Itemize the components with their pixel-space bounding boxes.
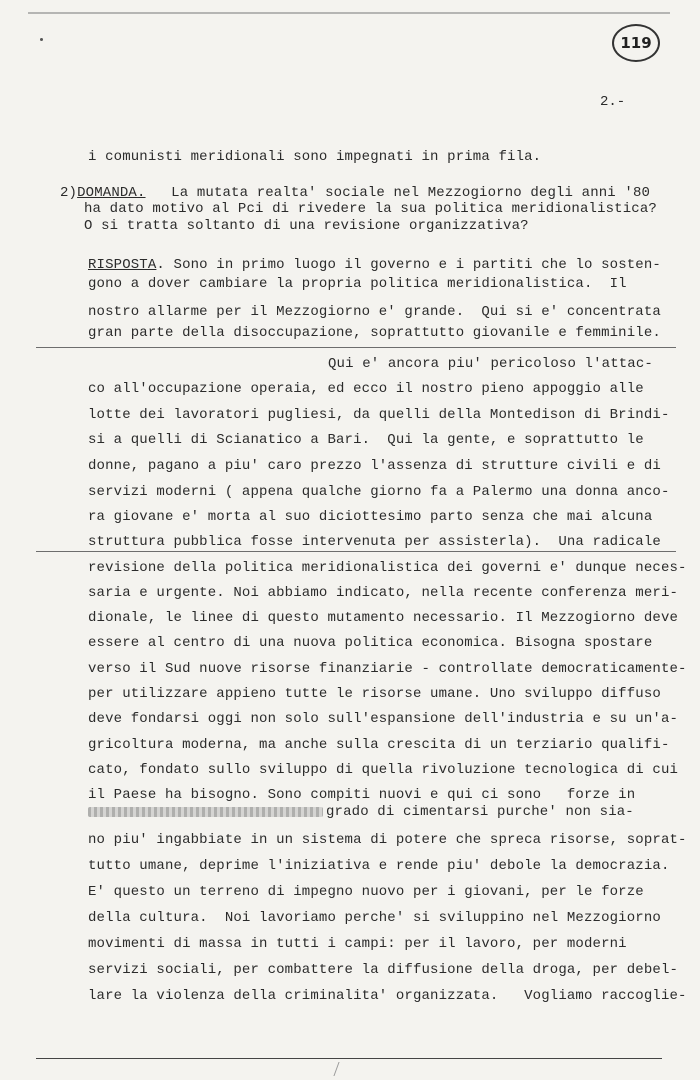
body-line-34: lare la violenza della criminalita' organizzata. Vogliamo raccoglie- xyxy=(88,988,687,1004)
answer-line-4: gran parte della disoccupazione, soprattutto giovanile e femminile. xyxy=(88,325,661,341)
body-line-14: servizi moderni ( appena qualche giorno fa a Palermo una donna anco- xyxy=(88,484,670,500)
body-line-26: il Paese ha bisogno. Sono compiti nuovi e qui ci sono forze in xyxy=(88,787,636,803)
body-line-27: grado di cimentarsi purche' non sia- xyxy=(326,804,634,820)
body-line-32: movimenti di massa in tutti i campi: per il lavoro, per moderni xyxy=(88,936,627,952)
body-line-13: donne, pagano a piu' caro prezzo l'assenza di strutture civili e di xyxy=(88,458,661,474)
answer-label: RISPOSTA xyxy=(88,257,157,273)
body-line-23: deve fondarsi oggi non solo sull'espansione dell'industria e su un'a- xyxy=(88,711,679,727)
page-stamp: 119 xyxy=(612,24,660,62)
body-line-18: saria e urgente. Noi abbiamo indicato, nella recente conferenza meri- xyxy=(88,585,679,601)
body-line-30: E' questo un terreno di impegno nuovo per i giovani, per le forze xyxy=(88,884,644,900)
pencil-mark xyxy=(333,1062,349,1076)
body-line-20: essere al centro di una nuova politica economica. Bisogna spostare xyxy=(88,635,653,651)
paste-seam-top xyxy=(36,347,676,348)
scan-top-edge xyxy=(28,0,670,14)
body-line-12: si a quelli di Scianatico a Bari. Qui la gente, e soprattutto le xyxy=(88,432,644,448)
body-line-33: servizi sociali, per combattere la diffusione della droga, per debel- xyxy=(88,962,679,978)
smudged-text xyxy=(88,807,323,817)
body-line-17: revisione della politica meridionalistica dei governi e' dunque neces- xyxy=(88,560,687,576)
body-line-22: per utilizzare appieno tutte le risorse umane. Uno sviluppo diffuso xyxy=(88,686,661,702)
body-line-24: gricoltura moderna, ma anche sulla crescita di un terziario qualifi- xyxy=(88,737,670,753)
body-line-10: co all'occupazione operaia, ed ecco il nostro pieno appoggio alle xyxy=(88,381,644,397)
question-text: La mutata realta' sociale nel Mezzogiorno degli anni '80 xyxy=(145,185,651,201)
body-line-1: i comunisti meridionali sono impegnati in prima fila. xyxy=(88,149,542,165)
body-line-19: dionale, le linee di questo mutamento necessario. Il Mezzogiorno deve xyxy=(88,610,679,626)
question-label: DOMANDA. xyxy=(77,185,146,201)
answer-line-2: gono a dover cambiare la propria politica meridionalistica. Il xyxy=(88,276,627,292)
body-line-21: verso il Sud nuove risorse finanziarie - controllate democraticamente- xyxy=(88,661,687,677)
answer-line-3: nostro allarme per il Mezzogiorno e' grande. Qui si e' concentrata xyxy=(88,304,661,320)
scan-bottom-edge xyxy=(36,1058,662,1059)
body-line-16: struttura pubblica fosse intervenuta per assisterla). Una radicale xyxy=(88,534,661,550)
paste-seam-bottom xyxy=(36,551,676,552)
body-line-28: no piu' ingabbiate in un sistema di potere che spreca risorse, soprat- xyxy=(88,832,687,848)
body-line-11: lotte dei lavoratori pugliesi, da quelli della Montedison di Brindi- xyxy=(88,407,670,423)
body-line-31: della cultura. Noi lavoriamo perche' si sviluppino nel Mezzogiorno xyxy=(88,910,661,926)
question-line-2: ha dato motivo al Pci di rivedere la sua politica meridionalistica? xyxy=(84,201,657,217)
question-line-3: O si tratta soltanto di una revisione organizzativa? xyxy=(84,218,529,234)
body-line-25: cato, fondato sullo sviluppo di quella rivoluzione tecnologica di cui xyxy=(88,762,679,778)
answer-text: . Sono in primo luogo il governo e i partiti che lo sosten- xyxy=(156,257,661,273)
body-line-9: Qui e' ancora piu' pericoloso l'attac- xyxy=(328,356,653,372)
body-line-15: ra giovane e' morta al suo diciottesimo parto senza che mai alcuna xyxy=(88,509,653,525)
answer-line-1 xyxy=(88,256,661,274)
page-number: 2.- xyxy=(600,94,626,110)
body-line-29: tutto umane, deprime l'iniziativa e rende piu' debole la democrazia. xyxy=(88,858,670,874)
scan-speck xyxy=(40,38,43,41)
question-number: 2) xyxy=(60,185,78,201)
